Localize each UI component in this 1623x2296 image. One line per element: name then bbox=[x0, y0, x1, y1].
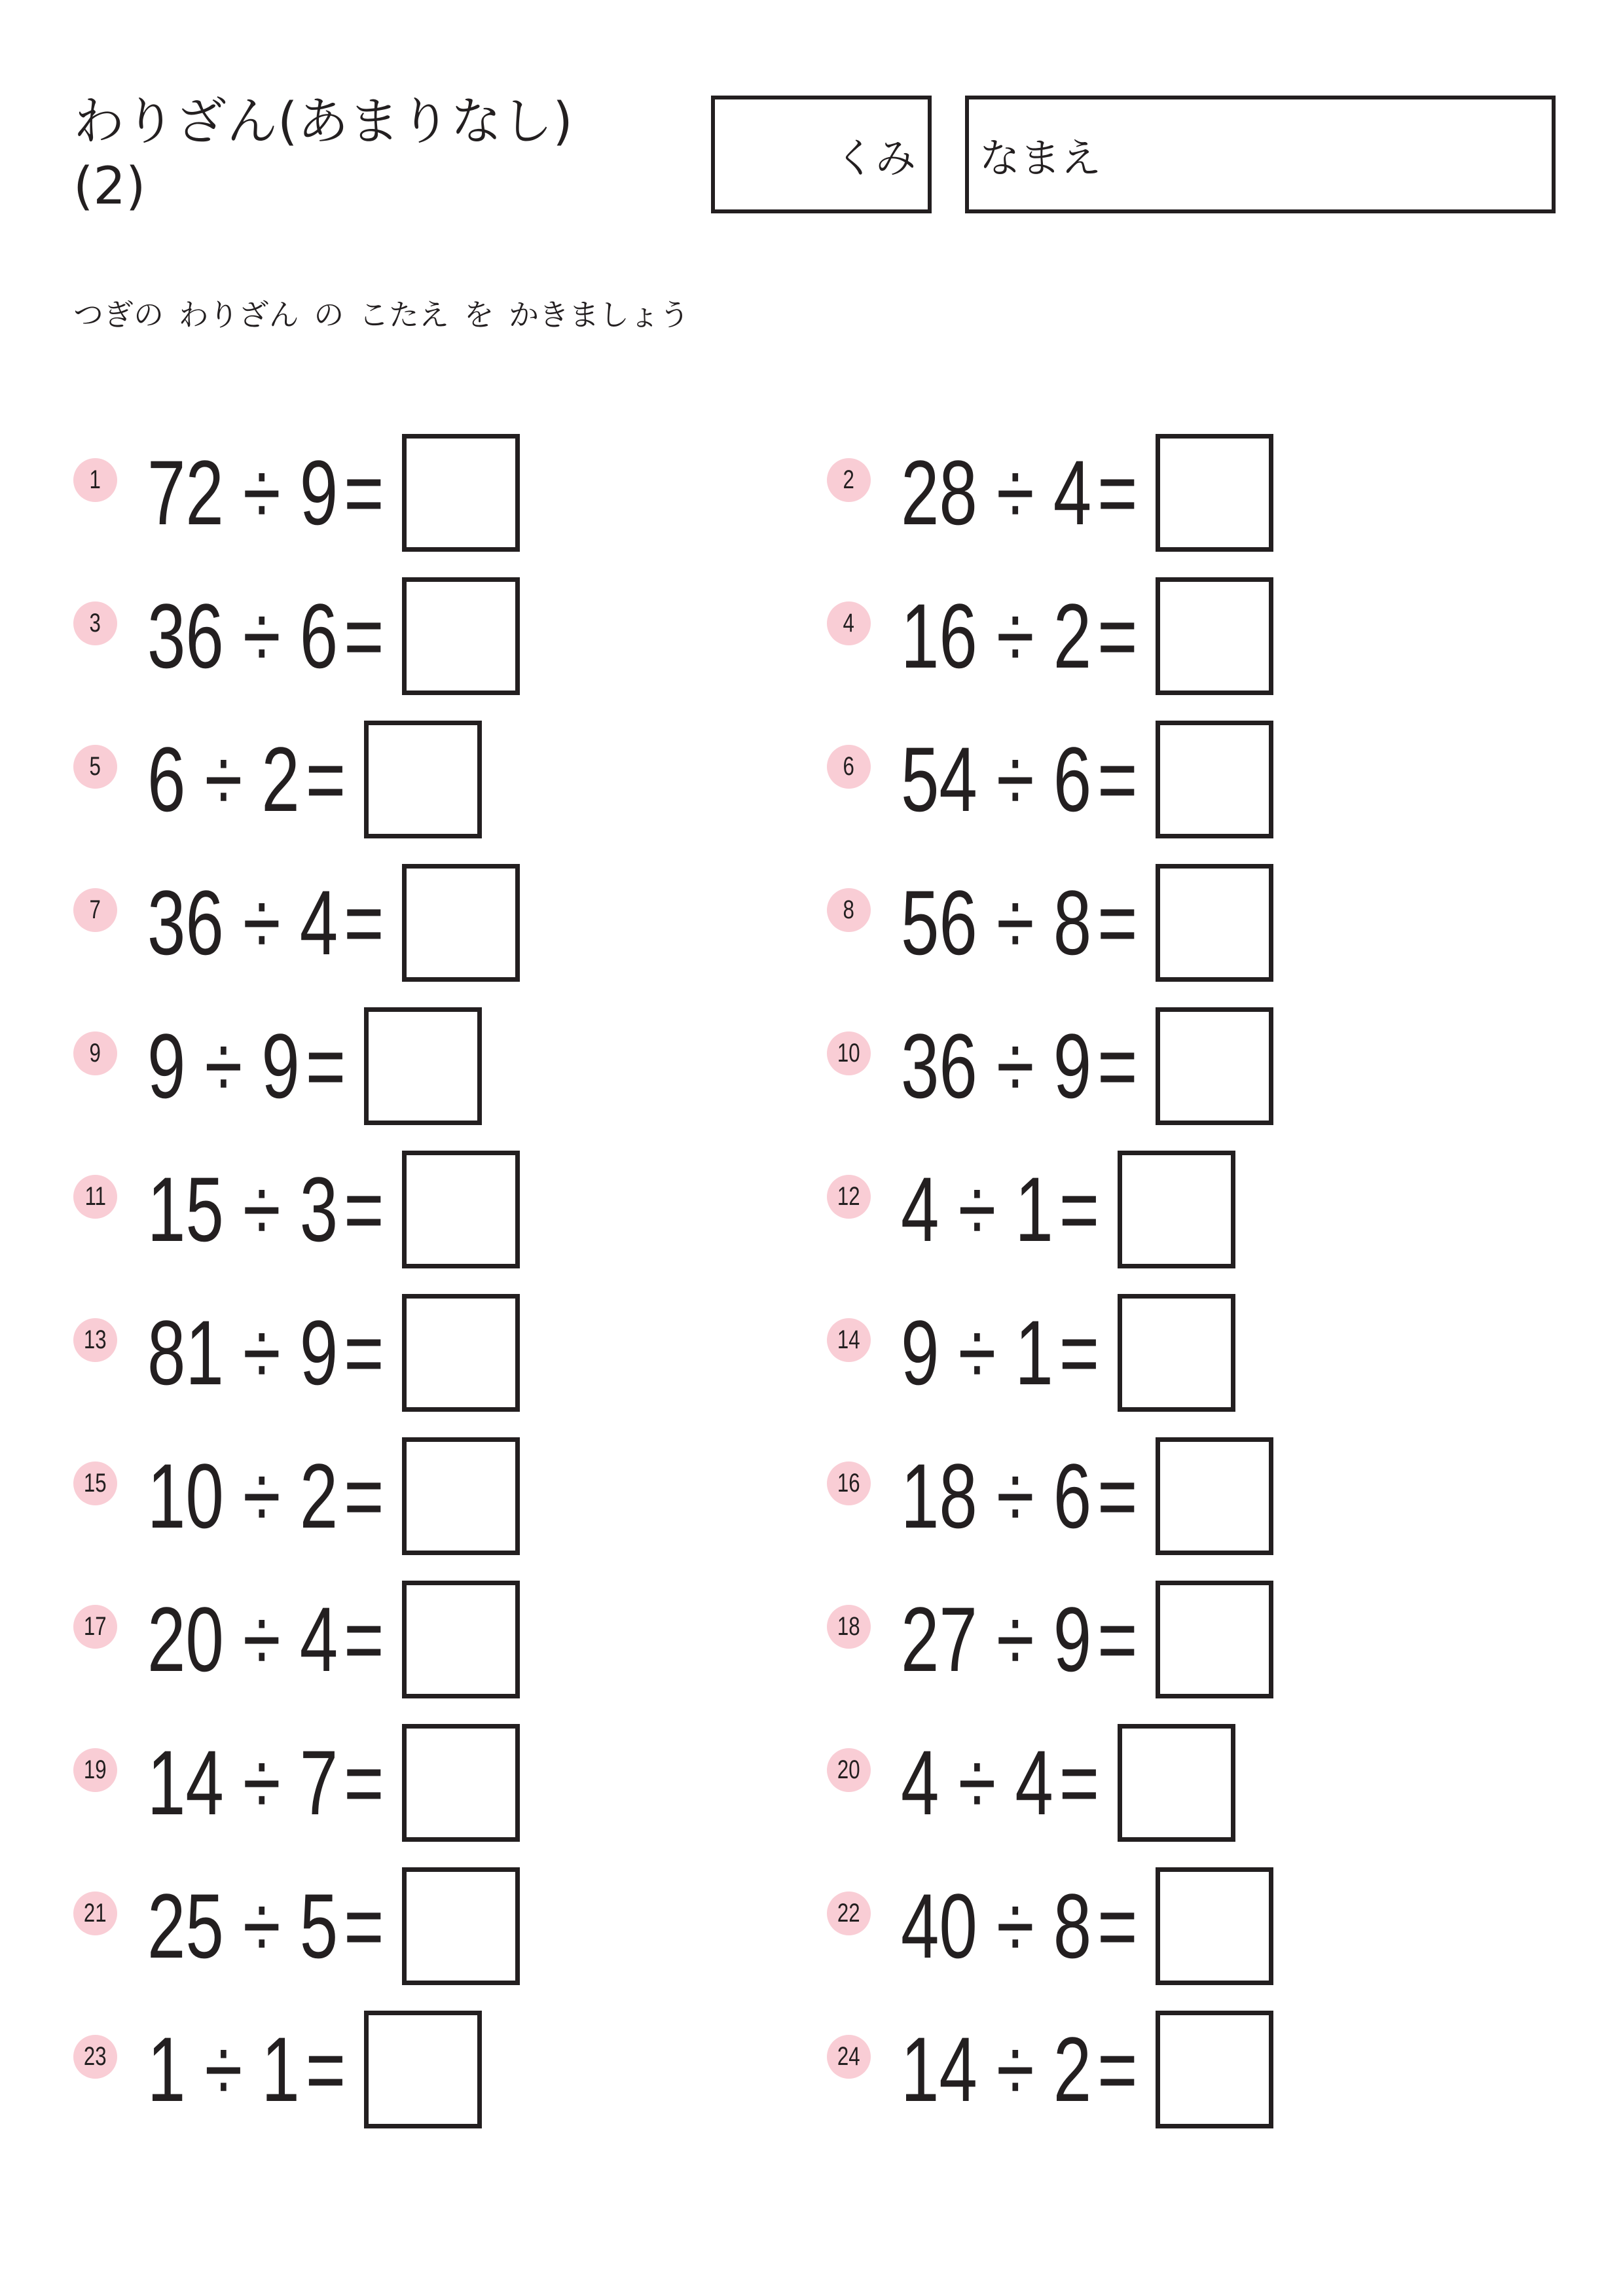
expression-wrapper bbox=[901, 1444, 1138, 1547]
answer-box[interactable] bbox=[1156, 864, 1273, 982]
division-problem: 14 ÷ 2 bbox=[901, 2018, 1092, 2121]
division-expression bbox=[147, 1588, 384, 1691]
problem-row bbox=[827, 1007, 1547, 1125]
expression-wrapper bbox=[901, 2018, 1138, 2121]
problem-row bbox=[827, 1867, 1547, 1985]
answer-box[interactable] bbox=[1156, 577, 1273, 695]
division-expression bbox=[901, 1301, 1100, 1404]
division-problem: 9 ÷ 1 bbox=[901, 1301, 1053, 1404]
division-problem: 1 ÷ 1 bbox=[147, 2018, 300, 2121]
expression-wrapper bbox=[147, 1301, 384, 1404]
equals-sign: = bbox=[305, 2018, 346, 2121]
problem-number-badge bbox=[827, 1892, 871, 1935]
equals-sign: = bbox=[344, 441, 384, 544]
name-field[interactable] bbox=[965, 96, 1556, 213]
division-expression bbox=[901, 584, 1138, 687]
problem-number: 4 bbox=[843, 609, 855, 637]
problem-number: 19 bbox=[84, 1755, 107, 1784]
title-line-1: わりざん(あまりなし) bbox=[73, 92, 573, 151]
expression-wrapper bbox=[901, 1731, 1100, 1834]
equals-sign: = bbox=[344, 871, 384, 974]
expression-wrapper bbox=[147, 1158, 384, 1261]
problem-row bbox=[73, 1724, 827, 1842]
problem-row bbox=[827, 1151, 1547, 1268]
division-expression bbox=[147, 1158, 384, 1261]
problem-number-badge bbox=[73, 1031, 117, 1075]
answer-box[interactable] bbox=[402, 1581, 520, 1698]
division-expression bbox=[147, 584, 384, 687]
answer-box[interactable] bbox=[364, 2011, 482, 2128]
division-problem: 20 ÷ 4 bbox=[147, 1588, 338, 1691]
division-problem: 72 ÷ 9 bbox=[147, 441, 338, 544]
division-problem: 81 ÷ 9 bbox=[147, 1301, 338, 1404]
equals-sign: = bbox=[1059, 1301, 1100, 1404]
problem-number: 23 bbox=[84, 2042, 107, 2071]
answer-box[interactable] bbox=[402, 1867, 520, 1985]
division-expression bbox=[901, 1158, 1100, 1261]
problem-row bbox=[73, 1007, 827, 1125]
problem-row bbox=[827, 864, 1547, 982]
problem-number-badge bbox=[827, 1605, 871, 1649]
problem-row bbox=[827, 1294, 1547, 1412]
division-expression bbox=[901, 1014, 1138, 1117]
division-expression bbox=[147, 2018, 346, 2121]
expression-wrapper bbox=[901, 1014, 1138, 1117]
problem-row bbox=[73, 1437, 827, 1555]
problem-number: 22 bbox=[837, 1899, 860, 1928]
problem-number-badge bbox=[827, 1031, 871, 1075]
expression-wrapper bbox=[147, 871, 384, 974]
problem-row bbox=[73, 864, 827, 982]
division-expression bbox=[147, 1014, 346, 1117]
equals-sign: = bbox=[344, 1301, 384, 1404]
answer-box[interactable] bbox=[402, 1294, 520, 1412]
division-expression bbox=[147, 1731, 384, 1834]
answer-box[interactable] bbox=[1156, 1437, 1273, 1555]
problem-row bbox=[73, 1581, 827, 1698]
problem-number-badge bbox=[73, 1462, 117, 1505]
problem-number-badge bbox=[827, 1748, 871, 1792]
answer-box[interactable] bbox=[1156, 1867, 1273, 1985]
expression-wrapper bbox=[901, 1158, 1100, 1261]
problem-row bbox=[73, 721, 827, 838]
expression-wrapper bbox=[901, 584, 1138, 687]
answer-box[interactable] bbox=[402, 1437, 520, 1555]
problem-number: 13 bbox=[84, 1325, 107, 1354]
expression-wrapper bbox=[901, 871, 1138, 974]
equals-sign: = bbox=[1097, 1444, 1138, 1547]
problem-number-badge bbox=[73, 601, 117, 645]
division-expression bbox=[901, 1874, 1138, 1977]
division-expression bbox=[901, 871, 1138, 974]
problem-number: 24 bbox=[837, 2042, 860, 2071]
equals-sign: = bbox=[1097, 1874, 1138, 1977]
answer-box[interactable] bbox=[1156, 1007, 1273, 1125]
class-label: くみ bbox=[834, 134, 916, 182]
problem-row bbox=[73, 434, 827, 552]
equals-sign: = bbox=[1097, 1588, 1138, 1691]
problem-number-badge bbox=[73, 888, 117, 932]
problem-number: 16 bbox=[837, 1469, 860, 1498]
division-problem: 36 ÷ 4 bbox=[147, 871, 338, 974]
problem-row bbox=[827, 721, 1547, 838]
division-expression bbox=[147, 728, 346, 831]
answer-box[interactable] bbox=[1156, 2011, 1273, 2128]
expression-wrapper bbox=[147, 1874, 384, 1977]
problem-number: 15 bbox=[84, 1469, 107, 1498]
division-problem: 25 ÷ 5 bbox=[147, 1874, 338, 1977]
problem-row bbox=[827, 1581, 1547, 1698]
division-problem: 27 ÷ 9 bbox=[901, 1588, 1092, 1691]
title-line-2: (2) bbox=[73, 157, 146, 216]
problem-number: 11 bbox=[84, 1182, 106, 1211]
problem-number: 7 bbox=[89, 895, 101, 924]
division-problem: 14 ÷ 7 bbox=[147, 1731, 338, 1834]
equals-sign: = bbox=[305, 728, 346, 831]
problem-row bbox=[73, 1867, 827, 1985]
worksheet-title bbox=[73, 90, 573, 219]
equals-sign: = bbox=[305, 1014, 346, 1117]
problem-row bbox=[827, 577, 1547, 695]
problem-number-badge bbox=[827, 1175, 871, 1219]
problem-number-badge bbox=[73, 1892, 117, 1935]
division-problem: 6 ÷ 2 bbox=[147, 728, 300, 831]
equals-sign: = bbox=[344, 1874, 384, 1977]
division-problem: 4 ÷ 1 bbox=[901, 1158, 1053, 1261]
class-field[interactable] bbox=[711, 96, 932, 213]
problem-number: 6 bbox=[843, 752, 855, 781]
division-expression bbox=[147, 1444, 384, 1547]
division-problem: 36 ÷ 6 bbox=[147, 584, 338, 687]
answer-box[interactable] bbox=[364, 1007, 482, 1125]
problem-row bbox=[73, 2011, 827, 2128]
expression-wrapper bbox=[147, 2018, 346, 2121]
instruction-text: つぎの わりざん の こたえ を かきましょう bbox=[73, 297, 690, 332]
division-expression bbox=[901, 2018, 1138, 2121]
problem-number-badge bbox=[827, 1318, 871, 1362]
equals-sign: = bbox=[344, 1588, 384, 1691]
division-expression bbox=[147, 1301, 384, 1404]
problem-number-badge bbox=[827, 745, 871, 789]
problem-number-badge bbox=[73, 1175, 117, 1219]
problem-number-badge bbox=[73, 1748, 117, 1792]
answer-box[interactable] bbox=[1118, 1724, 1235, 1842]
problem-number-badge bbox=[73, 745, 117, 789]
division-problem: 56 ÷ 8 bbox=[901, 871, 1092, 974]
answer-box[interactable] bbox=[1156, 434, 1273, 552]
answer-box[interactable] bbox=[402, 434, 520, 552]
problem-row bbox=[73, 1294, 827, 1412]
division-problem: 36 ÷ 9 bbox=[901, 1014, 1092, 1117]
expression-wrapper bbox=[901, 1588, 1138, 1691]
problem-number: 12 bbox=[837, 1182, 860, 1211]
name-label: なまえ bbox=[979, 134, 1102, 182]
equals-sign: = bbox=[344, 1444, 384, 1547]
expression-wrapper bbox=[901, 1301, 1100, 1404]
expression-wrapper bbox=[147, 728, 346, 831]
problem-row bbox=[827, 1724, 1547, 1842]
problem-number-badge bbox=[827, 888, 871, 932]
equals-sign: = bbox=[1059, 1731, 1100, 1834]
answer-box[interactable] bbox=[402, 577, 520, 695]
division-problem: 18 ÷ 6 bbox=[901, 1444, 1092, 1547]
division-problem: 16 ÷ 2 bbox=[901, 584, 1092, 687]
equals-sign: = bbox=[1097, 584, 1138, 687]
problem-number: 10 bbox=[837, 1039, 860, 1067]
expression-wrapper bbox=[147, 1588, 384, 1691]
expression-wrapper bbox=[147, 441, 384, 544]
division-problem: 28 ÷ 4 bbox=[901, 441, 1092, 544]
expression-wrapper bbox=[147, 1731, 384, 1834]
problem-number: 9 bbox=[89, 1039, 101, 1067]
division-expression bbox=[901, 441, 1138, 544]
division-problem: 10 ÷ 2 bbox=[147, 1444, 338, 1547]
problem-row bbox=[827, 2011, 1547, 2128]
division-problem: 15 ÷ 3 bbox=[147, 1158, 338, 1261]
equals-sign: = bbox=[344, 584, 384, 687]
equals-sign: = bbox=[1097, 1014, 1138, 1117]
problem-number-badge bbox=[73, 458, 117, 502]
equals-sign: = bbox=[1097, 441, 1138, 544]
problem-number-badge bbox=[827, 601, 871, 645]
expression-wrapper bbox=[901, 1874, 1138, 1977]
problem-row bbox=[73, 1151, 827, 1268]
answer-box[interactable] bbox=[1156, 1581, 1273, 1698]
problem-number: 3 bbox=[89, 609, 101, 637]
equals-sign: = bbox=[1059, 1158, 1100, 1261]
division-expression bbox=[147, 1874, 384, 1977]
problem-row bbox=[827, 1437, 1547, 1555]
problem-number-badge bbox=[73, 2035, 117, 2079]
problem-number: 17 bbox=[84, 1612, 107, 1641]
division-problem: 54 ÷ 6 bbox=[901, 728, 1092, 831]
equals-sign: = bbox=[344, 1158, 384, 1261]
problem-row bbox=[827, 434, 1547, 552]
equals-sign: = bbox=[1097, 728, 1138, 831]
equals-sign: = bbox=[1097, 871, 1138, 974]
division-problem: 4 ÷ 4 bbox=[901, 1731, 1053, 1834]
expression-wrapper bbox=[901, 441, 1138, 544]
answer-box[interactable] bbox=[1118, 1151, 1235, 1268]
problem-number: 18 bbox=[837, 1612, 860, 1641]
division-expression bbox=[901, 1731, 1100, 1834]
answer-box[interactable] bbox=[402, 1724, 520, 1842]
problem-number: 20 bbox=[837, 1755, 860, 1784]
problem-number: 14 bbox=[837, 1325, 860, 1354]
division-expression bbox=[901, 1588, 1138, 1691]
problem-row bbox=[73, 577, 827, 695]
division-expression bbox=[147, 871, 384, 974]
equals-sign: = bbox=[1097, 2018, 1138, 2121]
problem-number-badge bbox=[827, 1462, 871, 1505]
division-problem: 9 ÷ 9 bbox=[147, 1014, 300, 1117]
expression-wrapper bbox=[901, 728, 1138, 831]
division-expression bbox=[901, 728, 1138, 831]
equals-sign: = bbox=[344, 1731, 384, 1834]
problem-number: 1 bbox=[89, 465, 101, 494]
answer-box[interactable] bbox=[402, 864, 520, 982]
expression-wrapper bbox=[147, 1444, 384, 1547]
division-problem: 40 ÷ 8 bbox=[901, 1874, 1092, 1977]
division-expression bbox=[147, 441, 384, 544]
problem-number: 2 bbox=[843, 465, 855, 494]
problem-number-badge bbox=[827, 458, 871, 502]
problem-number-badge bbox=[827, 2035, 871, 2079]
division-expression bbox=[901, 1444, 1138, 1547]
expression-wrapper bbox=[147, 584, 384, 687]
problem-number: 5 bbox=[89, 752, 101, 781]
answer-box[interactable] bbox=[1118, 1294, 1235, 1412]
answer-box[interactable] bbox=[1156, 721, 1273, 838]
answer-box[interactable] bbox=[402, 1151, 520, 1268]
problem-grid bbox=[73, 434, 1547, 2128]
answer-box[interactable] bbox=[364, 721, 482, 838]
problem-number-badge bbox=[73, 1605, 117, 1649]
expression-wrapper bbox=[147, 1014, 346, 1117]
problem-number: 8 bbox=[843, 895, 855, 924]
problem-number-badge bbox=[73, 1318, 117, 1362]
problem-number: 21 bbox=[84, 1899, 107, 1928]
